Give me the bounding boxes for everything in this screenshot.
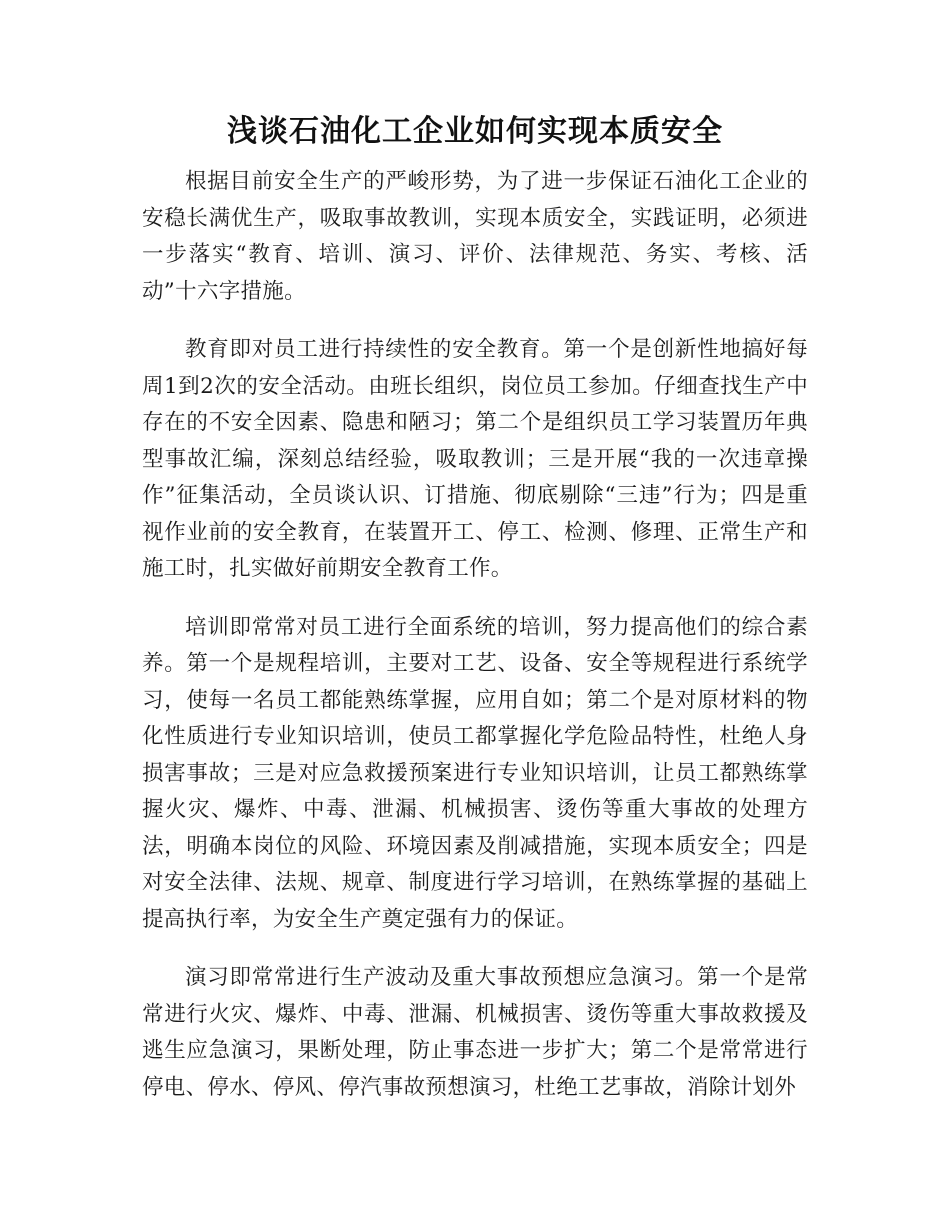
paragraph-4: 演习即常常进行生产波动及重大事故预想应急演习。第一个是常常进行火灾、爆炸、中毒、泄漏、机械损害、烫伤等重大事故救援及逃生应急演习，果断处理，防止事态进一步扩大；第二个是常常进行停电、停水、停风、停汽事故预想演习，杜绝工艺事故，消除计划外 [142, 965, 808, 1100]
document-body [142, 164, 808, 1128]
paragraph-2: 教育即对员工进行持续性的安全教育。第一个是创新性地搞好每周1到2次的安全活动。由班长组织，岗位员工参加。仔细查找生产中存在的不安全因素、隐患和陋习；第二个是组织员工学习装置历年典型事故汇编，深刻总结经验，吸取教训；三是开展“我的一次违章操作”征集活动，全员谈认识、订措施、彻底剔除“三违”行为；四是重视作业前的安全教育，在装置开工、停工、检测、修理、正常生产和施工时，扎实做好前期安全教育工作。 [142, 337, 808, 581]
document-title: 浅谈石油化工企业如何实现本质安全 [227, 114, 723, 149]
paragraph-3: 培训即常常对员工进行全面系统的培训，努力提高他们的综合素养。第一个是规程培训，主要对工艺、设备、安全等规程进行系统学习，使每一名员工都能熟练掌握，应用自如；第二个是对原材料的物化性质进行专业知识培训，使员工都掌握化学危险品特性，杜绝人身损害事故；三是对应急救援预案进行专业知识培训，让员工都熟练掌握火灾、爆炸、中毒、泄漏、机械损害、烫伤等重大事故的处理方法，明确本岗位的风险、环境因素及削减措施，实现本质安全；四是对安全法律、法规、规章、制度进行学习培训，在熟练掌握的基础上提高执行率，为安全生产奠定强有力的保证。 [142, 614, 808, 932]
paragraph-1: 根据目前安全生产的严峻形势，为了进一步保证石油化工企业的安稳长满优生产，吸取事故教训，实现本质安全，实践证明，必须进一步落实“教育、培训、演习、评价、法律规范、务实、考核、活动”十六字措施。 [142, 169, 808, 304]
